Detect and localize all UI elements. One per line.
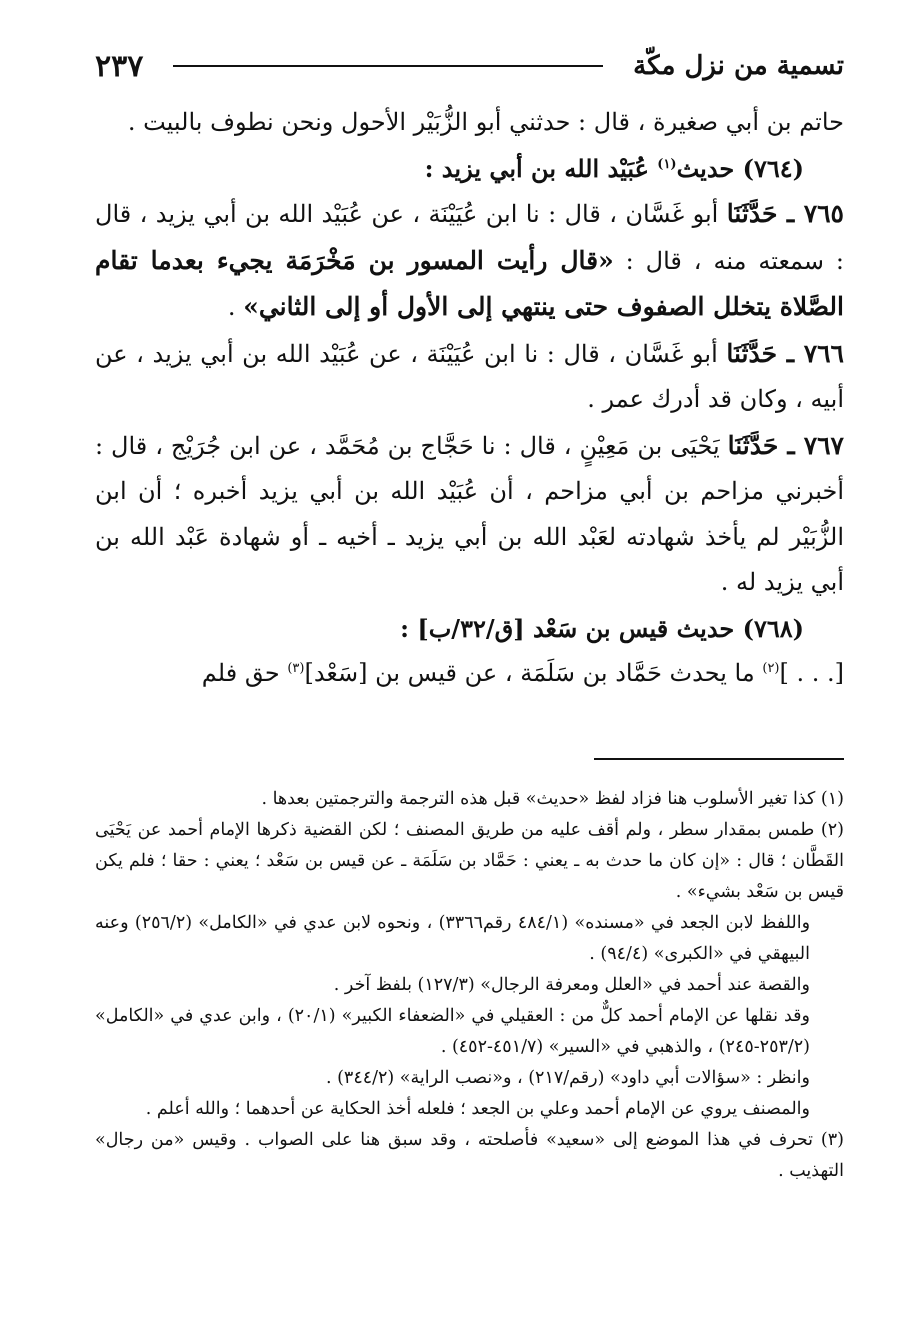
hadith-text: أبو غَسَّان ، قال : نا ابن عُيَيْنَة ، عن عُبَيْد الله بن أبي يزيد ، عن أبيه ، وكان قد أدرك عمر . [95, 339, 844, 413]
footnote-2-cont: والمصنف يروي عن الإمام أحمد وعلي بن الجعد ؛ فلعله أخذ الحكاية عن أحدهما ؛ والله أعلم . [145, 1099, 810, 1119]
hadith-765 [95, 191, 844, 331]
hadith-end: . [227, 293, 244, 321]
hadith-number: ٧٦٧ ـ حَدَّثَنَا [727, 430, 844, 460]
footnote-2: (٢) طمس بمقدار سطر ، ولم أقف عليه من طريق المصنف ؛ لكن القضية ذكرها الإمام أحمد عن يَحْيَى القَطَّان ؛ قال : «إن كان ما حدث به ـ يعني : حَمَّاد بن سَلَمَة ـ عن قيس بن سَعْد ؛ يعني : حقا ؛ فلم يكن قيس بن سَعْد بشيء» . [95, 820, 844, 902]
paragraph-text: حاتم بن أبي صغيرة ، قال : حدثني أبو الزُّبَيْر الأحول ونحن نطوف بالبيت . [127, 108, 844, 136]
page-number: ٢٣٧ [95, 48, 144, 84]
header-rule [173, 65, 603, 67]
hadith-number: ٧٦٦ ـ حَدَّثَنَا [726, 338, 844, 368]
hadith-text: يَحْيَى بن مَعِيْنٍ ، قال : نا حَجَّاج بن مُحَمَّد ، عن ابن جُرَيْج ، قال : أخبرني مزاحم بن أبي مزاحم ، أن عُبَيْد الله بن أبي يزيد أخبره ؛ أن ابن الزُّبَيْر لم يأخذ شهادته لعَبْد الله بن أبي يزيد ـ أخيه ـ أو شهادة عَبْد الله بن أبي يزيد له . [95, 431, 844, 596]
hadith-text-end: حق فلم [201, 659, 280, 687]
hadith-number: ٧٦٥ ـ حَدَّثَنَا [726, 199, 844, 228]
footnote-2-cont: والقصة عند أحمد في «العلل ومعرفة الرجال» (١٢٧/٣) بلفظ آخر . [333, 975, 810, 995]
hadith-isnad: أبو غَسَّان ، قال : نا ابن عُيَيْنَة ، عن عُبَيْد الله بن أبي يزيد ، قال : سمعته منه ، قال : [95, 200, 845, 275]
footnote-2-cont: وقد نقلها عن الإمام أحمد كلٌّ من : العقيلي في «الضعفاء الكبير» (٢٠/١) ، وابن عدي في «الكامل» (٢٥٣/٢-٢٤٥) ، والذهبي في «السير» (٤٥١/٧-٤٥٢) . [95, 1006, 810, 1057]
hadith-768-text [95, 651, 844, 697]
footnote-2-cont: واللفظ لابن الجعد في «مسنده» (٤٨٤/١ رقم٣٣٦٦) ، ونحوه لابن عدي في «الكامل» (٢٥٦/٢) وعنه البيهقي في «الكبرى» (٩٤/٤) . [95, 913, 811, 964]
footnote-ref: (٣) [287, 661, 305, 676]
footnote-2-cont: وانظر : «سؤالات أبي داود» (رقم/٢١٧) ، و«نصب الراية» (٣٤٤/٢) . [325, 1068, 810, 1088]
paragraph-continuation [95, 100, 844, 146]
footnote-1: (١) كذا تغير الأسلوب هنا فزاد لفظ «حديث» قبل هذه الترجمة والترجمتين بعدها . [261, 789, 844, 809]
main-text [95, 100, 844, 697]
footnote-separator [594, 758, 844, 760]
heading-768 [95, 606, 844, 652]
footnote-ref: (٢) [762, 661, 780, 676]
hadith-767 [95, 423, 844, 606]
page-header [95, 38, 844, 94]
footnotes [95, 784, 844, 1187]
heading-764 [95, 146, 844, 192]
hadith-matn: «قال رأيت المسور بن مَخْرَمَة يجيء بعدما تقام الصَّلاة يتخلل الصفوف حتى ينتهي إلى الأول أو إلى الثاني» [95, 245, 844, 321]
heading-name: عُبَيْد الله بن أبي يزيد : [424, 153, 649, 183]
lacuna-marker: [. . . ] [779, 659, 844, 687]
hadith-text: ما يحدث حَمَّاد بن سَلَمَة ، عن قيس بن [سَعْد] [304, 659, 755, 687]
heading-label: (٧٦٤) حديث [676, 153, 804, 183]
running-title: تسمية من نزل مكّة [633, 51, 844, 81]
heading-label: (٧٦٨) حديث قيس بن سَعْد [ق/٣٢/ب] : [400, 613, 804, 643]
footnote-ref: (١) [657, 156, 677, 172]
footnote-3: (٣) تحرف في هذا الموضع إلى «سعيد» فأصلحته ، وقد سبق هنا على الصواب . وقيس «من رجال» التهذيب . [95, 1130, 844, 1181]
hadith-766 [95, 331, 844, 423]
